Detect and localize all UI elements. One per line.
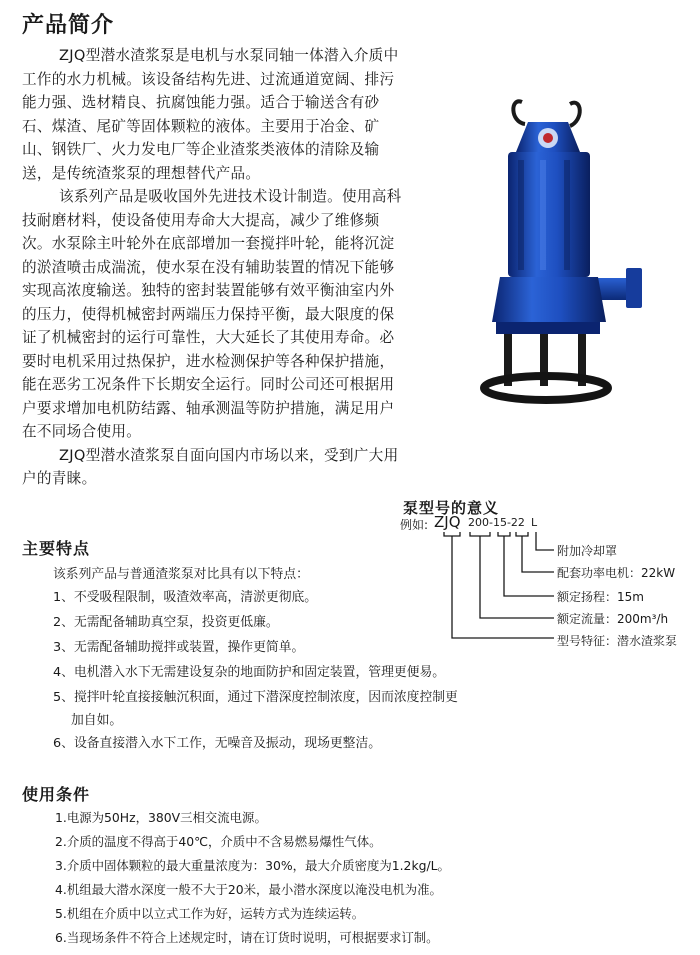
feature-item: 4、电机潜入水下无需建设复杂的地面防护和固定装置，管理更便易。: [53, 665, 446, 680]
intro-paragraph-2: 该系列产品是吸收国外先进技术设计制造。使用高科技耐磨材料，使设备使用寿命大大提高，减少了维修频次。水泵除主叶轮外在底部增加一套搅拌叶轮，能将沉淀的淤渣喷击成湍流，使水泵在没有辅助装置的情况下能够实现高浓度输送。独特的密封装置能够有效平衡油室内外的压力，使得机械密封两端压力保持平衡，最大限度的保证了机械密封的运行可靠性，大大延长了其使用寿命。必要时电机采用过热保护，进水检测保护等各种保护措施，能在恶劣工况条件下长期安全运行。同时公司还可根据用户要求增加电机防结露、轴承测温等防护措施，满足用户在不同场合使用。: [22, 188, 402, 440]
model-item-label: 额定扬程：: [557, 590, 618, 604]
model-item-head: [557, 588, 644, 605]
condition-item: 5.机组在介质中以立式工作为好，运转方式为连续运转。: [55, 906, 365, 921]
model-code-prefix: ZJQ: [434, 513, 461, 531]
intro-body: [22, 44, 404, 491]
condition-item: 6.当现场条件不符合上述规定时，请在订货时说明，可根据要求订制。: [55, 930, 439, 945]
condition-item: 4.机组最大潜水深度一般不大于20米，最小潜水深度以淹没电机为准。: [55, 882, 442, 897]
feature-item: 6、设备直接潜入水下工作，无噪音及振动，现场更整洁。: [53, 736, 382, 751]
conditions-list: [55, 808, 535, 948]
pump-image: [470, 82, 670, 417]
condition-item: 3.介质中固体颗粒的最大重量浓度为：30%，最大介质密度为1.2kg/L。: [55, 858, 450, 873]
intro-paragraph-3: ZJQ型潜水渣浆泵自面向国内市场以来，受到广大用户的青睐。: [22, 446, 399, 487]
model-item-type: [557, 632, 677, 649]
feature-item: 3、无需配备辅助搅拌或装置，操作更简单。: [53, 640, 305, 655]
section-title-intro: 产品简介: [22, 13, 115, 38]
feature-item: 加自如。: [71, 713, 123, 728]
features-intro: 该系列产品与普通渣浆泵对比具有以下特点：: [53, 567, 309, 582]
model-code-rest: 200-15-22: [468, 516, 525, 529]
intro-paragraph-1: ZJQ型潜水渣浆泵是电机与水泵同轴一体潜入介质中工作的水力机械。该设备结构先进、过流通道宽阔、排污能力强、选材精良、抗腐蚀能力强。适合于输送含有砂石、煤渣、尾矿等固体颗粒的液体。主要用于冶金、矿山、钢铁厂、火力发电厂等企业渣浆类液体的清除及输送，是传统渣浆泵的理想替代产品。: [22, 47, 399, 182]
model-item-label: 额定流量：: [557, 612, 618, 626]
section-title-features: 主要特点: [22, 539, 91, 558]
model-item-label: 附加冷却罩: [557, 544, 618, 558]
feature-item: 1、不受吸程限制，吸渣效率高，清淤更彻底。: [53, 590, 318, 605]
model-item-value: 200m³/h: [617, 612, 669, 626]
model-item-value: 22kW: [641, 566, 676, 580]
model-item-value: 15m: [617, 590, 644, 604]
condition-item: 2.介质的温度不得高于40℃，介质中不含易燃易爆性气体。: [55, 834, 382, 849]
model-code-suffix: L: [531, 516, 538, 529]
model-example-label: 例如:: [400, 518, 429, 532]
feature-item: 2、无需配备辅助真空泵，投资更低廉。: [53, 615, 279, 630]
section-title-conditions: 使用条件: [22, 785, 91, 804]
model-item-label: 型号特征：: [557, 634, 618, 648]
condition-item: 1.电源为50Hz，380V三相交流电源。: [55, 810, 267, 825]
feature-item: 5、搅拌叶轮直接接触沉积面，通过下潜深度控制浓度，因而浓度控制更: [53, 690, 458, 705]
features-list: [53, 586, 523, 756]
model-item-value: 潜水渣浆泵: [617, 634, 678, 648]
model-item-flow: [557, 610, 668, 627]
model-item-power: [557, 564, 675, 581]
model-item-label: 配套功率电机：: [557, 566, 642, 580]
model-item-cooling: [557, 542, 617, 559]
model-meaning-title: 泵型号的意义: [403, 499, 500, 517]
